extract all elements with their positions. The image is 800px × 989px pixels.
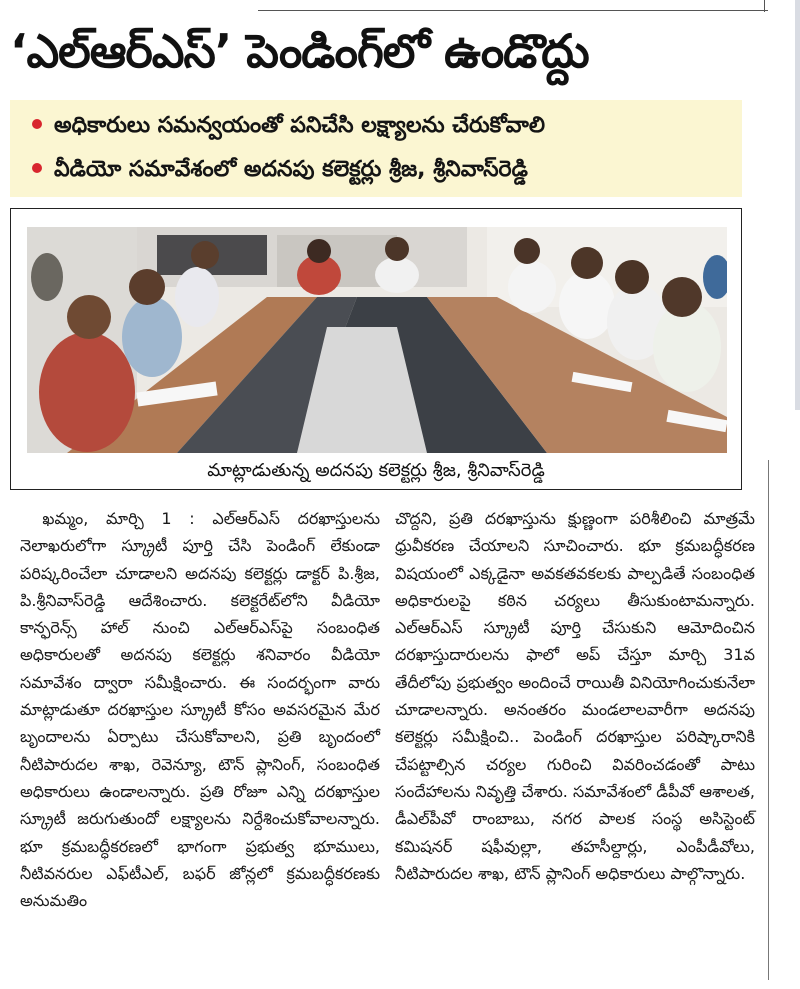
subhead-2-text: వీడియో సమావేశంలో అదనపు కలెక్టర్లు శ్రీజ, శ్రీనివాస్‌రెడ్డి bbox=[54, 157, 528, 182]
article-paragraph-2: చొద్దని, ప్రతి దరఖాస్తును క్షుణ్ణంగా పరిశీలించి మాత్రమే ధ్రువీకరణ చేయాలని సూచించారు. భూ క్రమబద్ధీకరణ విషయంలో ఎక్కడైనా అవకతవకలకు పాల్పడితే సంబంధిత అధికారులపై కఠిన చర్యలు తీసుకుంటామన్నారు. ఎల్‌ఆర్‌ఎస్ స్క్రూటీ పూర్తి చేసుకుని ఆమోదించిన దరఖాస్తుదారులను ఫాలో అప్ చేస్తూ మార్చి 31వ తేదీలోపు ప్రభుత్వం అందించే రాయితీ వినియోగించుకునేలా చూడాలన్నారు. అనంతరం మండలాలవారీగా అదనపు కలెక్టర్లు సమీక్షించి.. పెండింగ్ దరఖాస్తుల పరిష్కారానికి చేపట్టాల్సిన చర్యల గురించి వివరించడంతో పాటు సందేహాలను నివృత్తి చేశారు. సమావేశంలో డీపీవో ఆశాలత, డీఎల్‌పీవో రాంబాబు, నగర పాలక సంస్థ అసిస్టెంట్ కమిషనర్ షఫీవుల్లా, తహసీల్దార్లు, ఎంపీడీవోలు, నీటిపారుదల శాఖ, టౌన్ ప్లానింగ్ అధికారులు పాల్గొన్నారు. bbox=[395, 509, 755, 883]
photo-caption: మాట్లాడుతున్న అదనపు కలెక్టర్లు శ్రీజ, శ్రీనివాస్‌రెడ్డి bbox=[207, 460, 545, 481]
meeting-photo bbox=[27, 227, 727, 453]
top-rule-tick bbox=[764, 0, 765, 12]
headline: ‘ఎల్‌ఆర్‌ఎస్’ పెండింగ్‌లో ఉండొద్దు bbox=[10, 24, 589, 78]
article-paragraph-1: ఖమ్మం, మార్చి 1 : ఎల్‌ఆర్‌ఎస్ దరఖాస్తులను నెలాఖరులోగా స్క్రూటీ పూర్తి చేసి పెండింగ్ లేకుండా పరిష్కరించేలా చూడాలని అదనపు కలెక్టర్లు డాక్టర్ పి.శ్రీజ, పి.శ్రీనివాస్‌రెడ్డి ఆదేశించారు. కలెక్టరేట్‌లోని వీడియో కాన్ఫరెన్స్ హాల్ నుంచి ఎల్‌ఆర్‌ఎస్‌పై సంబంధిత అధికారులతో అదనపు కలెక్టర్లు శనివారం వీడియో సమావేశం ద్వారా సమీక్షించారు. ఈ సందర్భంగా వారు మాట్లాడుతూ దరఖాస్తుల స్క్రూటీ కోసం అవసరమైన మేర బృందాలను ఏర్పాటు చేసుకోవాలని, ప్రతి బృందంలో నీటిపారుదల శాఖ, రెవెన్యూ, టౌన్ ప్లానింగ్, సంబంధిత అధికారులు ఉండాలన్నారు. ప్రతి రోజూ ఎన్ని దరఖాస్తుల స్క్రూటీ జరుగుతుందో లక్ష్యాలను నిర్దేశించుకోవాలన్నారు. భూ క్రమబద్ధీకరణలో భాగంగా ప్రభుత్వ భూములు, నీటివనరుల ఎఫ్‌టీఎల్, బఫర్ జోన్లలో క్రమబద్ధీకరణకు అనుమతిం bbox=[20, 509, 380, 911]
article-body-column-1 bbox=[20, 505, 380, 914]
article-body-column-2 bbox=[395, 505, 755, 887]
subhead-2 bbox=[32, 150, 528, 190]
meeting-photo-illustration bbox=[27, 227, 727, 453]
photo-frame bbox=[10, 208, 742, 490]
subheads-box bbox=[10, 100, 742, 197]
subhead-1-text: అధికారులు సమన్వయంతో పనిచేసి లక్ష్యాలను చేరుకోవాలి bbox=[54, 113, 545, 138]
subhead-1 bbox=[32, 106, 545, 146]
top-rule bbox=[258, 0, 768, 11]
bullet-icon bbox=[32, 119, 42, 129]
bullet-icon bbox=[32, 163, 42, 173]
column-divider bbox=[768, 460, 769, 980]
adjacent-article-bar bbox=[795, 0, 800, 410]
adjacent-article-edge bbox=[775, 0, 800, 989]
